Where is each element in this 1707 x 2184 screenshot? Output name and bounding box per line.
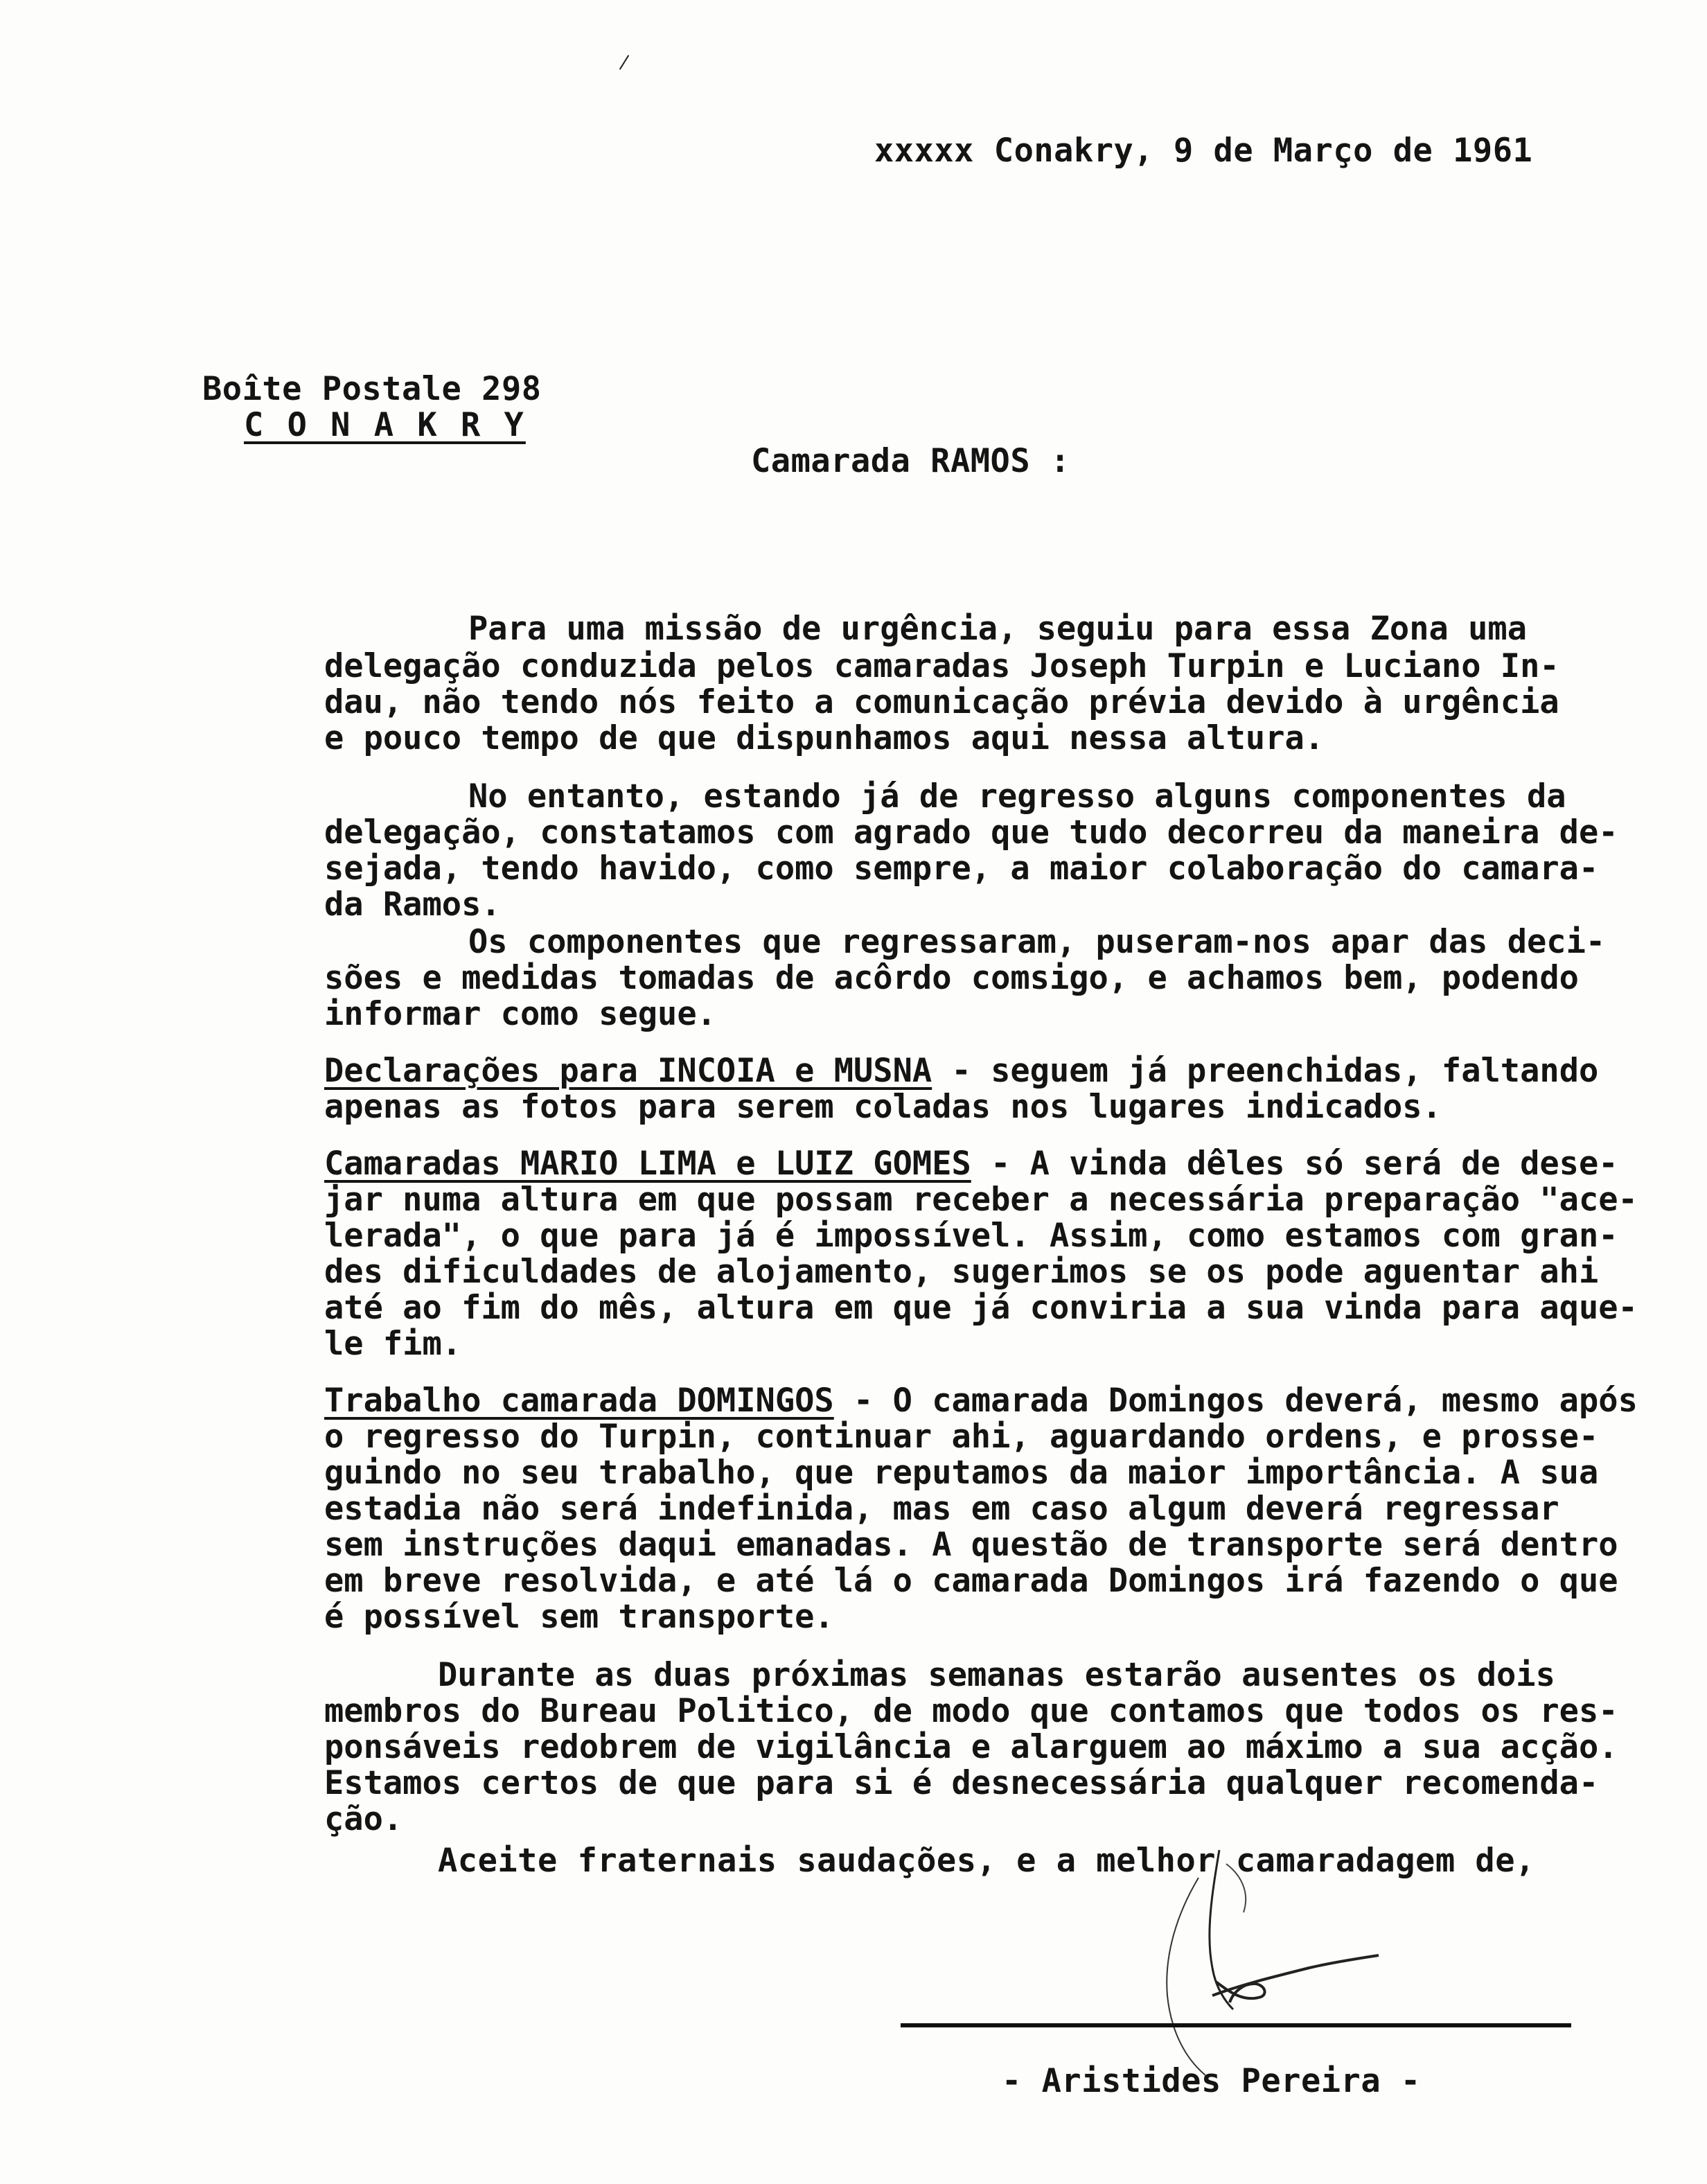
item-declaracoes-line: apenas as fotos para serem coladas nos lugares indicados. [324,1088,1442,1126]
stray-mark [619,55,629,69]
paragraph-4-line: ção. [324,1800,403,1838]
paragraph-3-line: sões e medidas tomadas de acôrdo comsigo, e achamos bem, podendo [324,959,1579,997]
item-camaradas-line: le fim. [324,1325,462,1363]
item-trabalho-line: estadia não será indefinida, mas em caso algum deverá regressar [324,1490,1559,1528]
address-line-1: Boîte Postale 298 [202,370,542,408]
paragraph-1-line: e pouco tempo de que dispunhamos aqui nessa altura. [324,719,1325,757]
item-camaradas-first-line [324,1146,1618,1182]
paragraph-2-line: No entanto, estando já de regresso alguns componentes da [468,777,1566,816]
item-trabalho-line: guindo no seu trabalho, que reputamos da maior importância. A sua [324,1454,1599,1492]
paragraph-4-line: Durante as duas próximas semanas estarão ausentes os dois [438,1656,1555,1694]
paragraph-4-line: ponsáveis redobrem de vigilância e alarguem ao máximo a sua acção. [324,1728,1618,1766]
paragraph-4-line: Estamos certos de que para si é desnecessária qualquer recomenda- [324,1764,1599,1802]
paragraph-2-line: da Ramos. [324,886,501,924]
item-trabalho-line: sem instruções daqui emanadas. A questão de transporte será dentro [324,1526,1618,1564]
paragraph-3-line: informar como segue. [324,995,716,1033]
item-camaradas-line: lerada", o que para já é impossível. Assim, como estamos com gran- [324,1217,1618,1255]
paragraph-2-line: delegação, constatamos com agrado que tudo decorreu da maneira de- [324,813,1618,852]
signatory: - Aristides Pereira - [1002,2062,1421,2100]
salutation: Camarada RAMOS : [751,442,1070,480]
item-camaradas-line: até ao fim do mês, altura em que já conviria a sua vinda para aque- [324,1289,1638,1327]
item-declaracoes-text: - seguem já preenchidas, faltando [932,1052,1599,1090]
item-camaradas-line: des dificuldades de alojamento, sugerimos se os pode aguentar ahi [324,1253,1599,1291]
paragraph-2-line: sejada, tendo havido, como sempre, a maior colaboração do camara- [324,849,1599,888]
address-line-2: C O N A K R Y [244,406,526,444]
item-trabalho-heading: Trabalho camarada DOMINGOS [324,1382,834,1420]
item-trabalho-text: - O camarada Domingos deverá, mesmo após [833,1382,1638,1420]
paragraph-1-line: delegação conduzida pelos camaradas Joseph Turpin e Luciano In- [324,647,1559,685]
item-declaracoes-heading: Declarações para INCOIA e MUSNA [324,1052,932,1090]
item-camaradas-heading: Camaradas MARIO LIMA e LUIZ GOMES [324,1145,971,1183]
item-trabalho-line: o regresso do Turpin, continuar ahi, aguardando ordens, e prosse- [324,1418,1599,1456]
item-camaradas-text: - A vinda dêles só será de dese- [971,1145,1618,1183]
paragraph-1-line: dau, não tendo nós feito a comunicação prévia devido à urgência [324,683,1559,721]
item-declaracoes-first-line [324,1053,1598,1089]
item-trabalho-line: é possível sem transporte. [324,1598,834,1636]
item-trabalho-first-line [324,1383,1638,1419]
paragraph-3-line: Os componentes que regressaram, puseram-nos apar das deci- [468,923,1606,961]
closing: Aceite fraternais saudações, e a melhor camaradagem de, [438,1842,1535,1880]
signature-line [901,2023,1571,2027]
dateline: xxxxx Conakry, 9 de Março de 1961 [874,132,1533,170]
signature-scribble [1102,1836,1392,2086]
paragraph-1-line: Para uma missão de urgência, seguiu para essa Zona uma [468,610,1528,648]
item-trabalho-line: em breve resolvida, e até lá o camarada Domingos irá fazendo o que [324,1562,1618,1600]
item-camaradas-line: jar numa altura em que possam receber a necessária preparação "ace- [324,1181,1638,1219]
paragraph-4-line: membros do Bureau Politico, de modo que contamos que todos os res- [324,1692,1618,1730]
